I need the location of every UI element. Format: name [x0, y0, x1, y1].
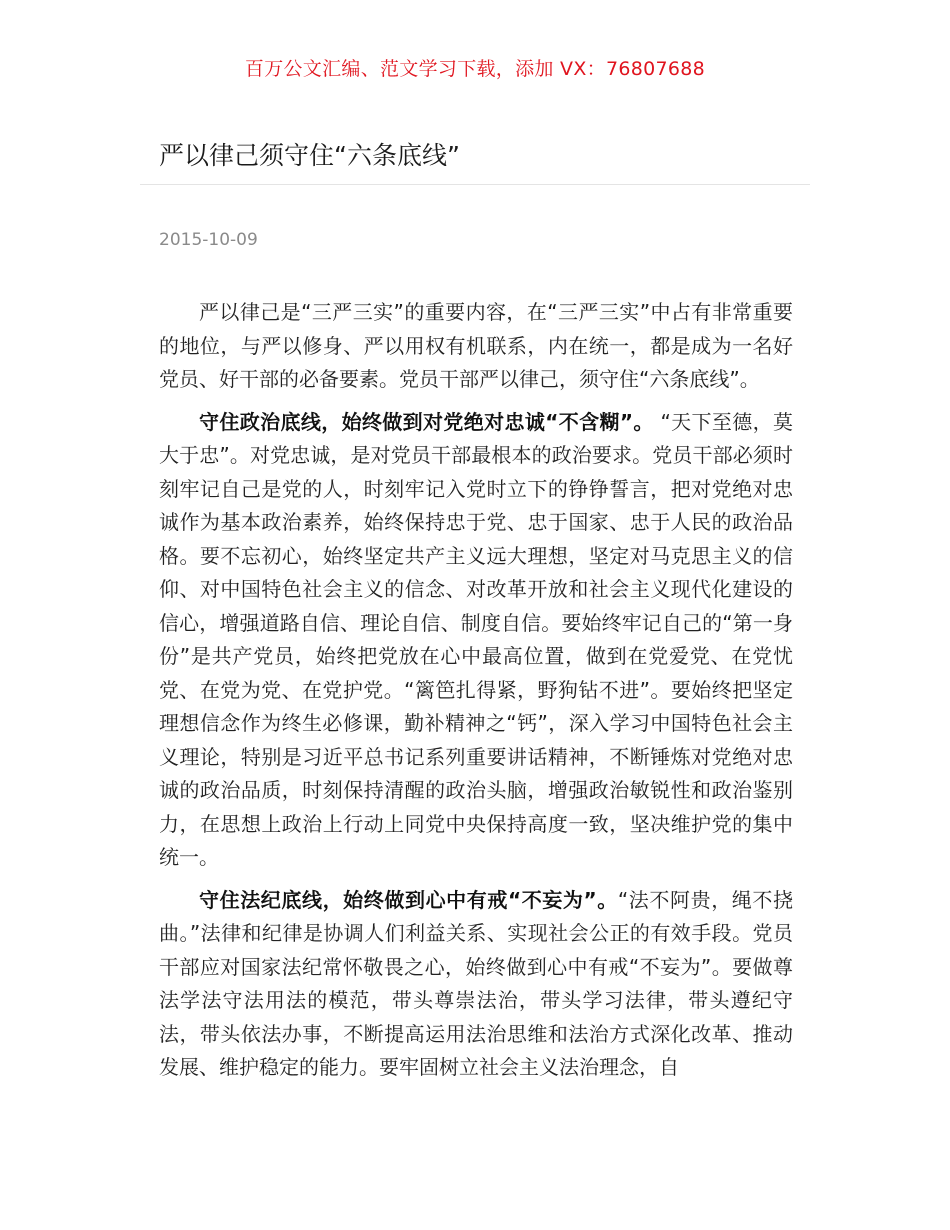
- article-date: 2015-10-09: [159, 230, 258, 250]
- paragraph-political-bottom-line: [159, 406, 793, 875]
- article-body: [159, 296, 793, 1094]
- article-title: 严以律己须守住“六条底线”: [159, 141, 460, 170]
- paragraph-legal-bottom-line: [159, 884, 793, 1085]
- title-divider: [140, 184, 810, 185]
- paragraph-lead: 守住政治底线，始终做到对党绝对忠诚“不含糊”。: [199, 409, 654, 434]
- paragraph-text: “天下至德，莫大于忠”。对党忠诚，是对党员干部最根本的政治要求。党员干部必须时刻牢记自己是党的人，时刻牢记入党时立下的铮铮誓言，把对党绝对忠诚作为基本政治素养，始终保持忠于党、忠于国家、忠于人民的政治品格。要不忘初心，始终坚定共产主义远大理想，坚定对马克思主义的信仰、对中国特色社会主义的信念、对改革开放和社会主义现代化建设的信心，增强道路自信、理论自信、制度自信。要始终牢记自己的“第一身份”是共产党员，始终把党放在心中最高位置，做到在党爱党、在党忧党、在党为党、在党护党。“篱笆扎得紧，野狗钻不进”。要始终把坚定理想信念作为终生必修课，勤补精神之“钙”，深入学习中国特色社会主义理论，特别是习近平总书记系列重要讲话精神，不断锤炼对党绝对忠诚的政治品质，时刻保持清醒的政治头脑，增强政治敏锐性和政治鉴别力，在思想上政治上行动上同党中央保持高度一致，坚决维护党的集中统一。: [159, 409, 794, 869]
- paragraph-intro: [159, 296, 793, 397]
- paragraph-text: “法不阿贵，绳不挠曲。”法律和纪律是协调人们利益关系、实现社会公正的有效手段。党员干部应对国家法纪常怀敬畏之心，始终做到心中有戒“不妄为”。要做尊法学法守法用法的模范，带头尊崇法治，带头学习法律，带头遵纪守法，带头依法办事，不断提高运用法治思维和法治方式深化改革、推动发展、维护稳定的能力。要牢固树立社会主义法治理念，自: [159, 887, 793, 1079]
- paragraph-text: 严以律己是“三严三实”的重要内容，在“三严三实”中占有非常重要的地位，与严以修身、严以用权有机联系，内在统一，都是成为一名好党员、好干部的必备要素。党员干部严以律己，须守住“六条底线”。: [159, 300, 793, 391]
- promo-banner: 百万公文汇编、范文学习下载，添加 VX：76807688: [244, 58, 706, 80]
- paragraph-lead: 守住法纪底线，始终做到心中有戒“不妄为”。: [199, 887, 618, 912]
